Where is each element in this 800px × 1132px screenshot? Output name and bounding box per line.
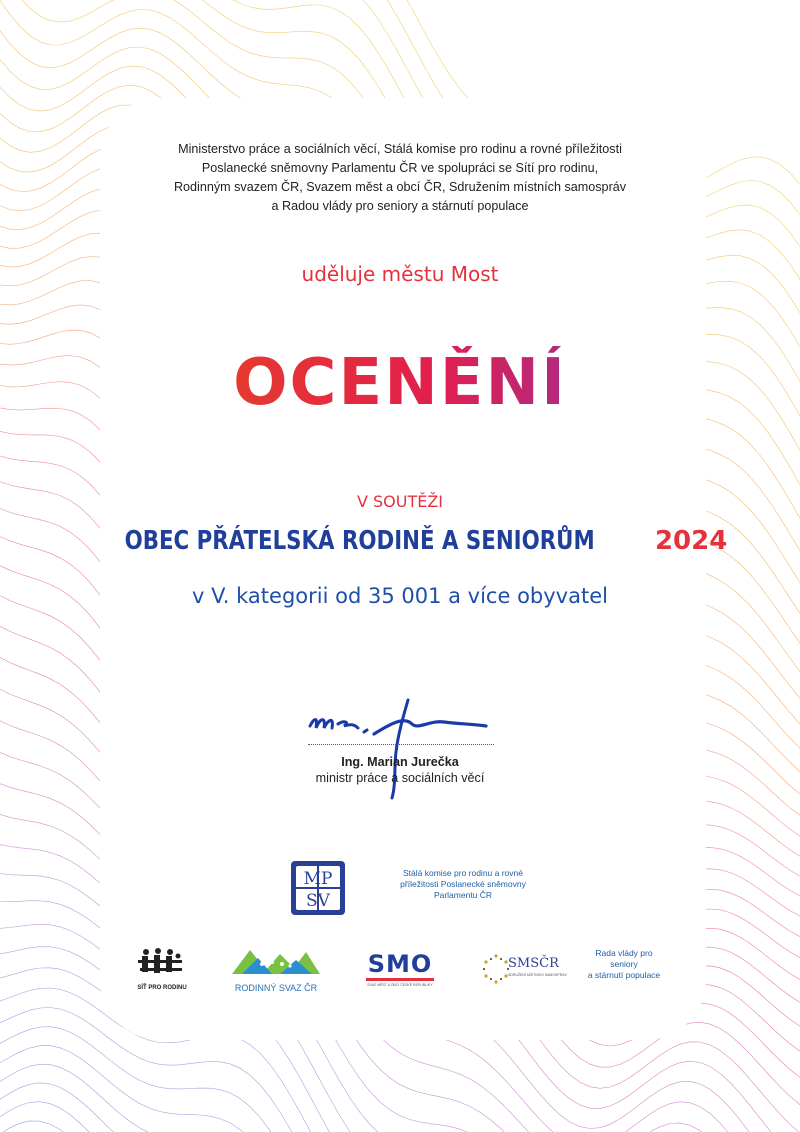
issuer-text xyxy=(0,140,800,216)
rada-line: Rada vlády pro xyxy=(595,948,653,958)
signature-line xyxy=(308,744,494,745)
rodinny-svaz-icon xyxy=(232,944,320,978)
sit-pro-rodinu-logo xyxy=(132,946,192,991)
signer-block xyxy=(0,754,800,786)
sms-label: SMSČR xyxy=(508,956,559,971)
grants-line: uděluje městu Most xyxy=(301,262,499,286)
wave-line xyxy=(0,1027,800,1132)
contest-year: 2024 xyxy=(654,526,728,556)
rada-vlady-logo-text xyxy=(576,948,672,981)
rodinny-svaz-label: RODINNÝ SVAZ ČR xyxy=(234,983,318,993)
mpsv-logo xyxy=(290,860,346,916)
smo-label: SMO xyxy=(367,950,433,978)
signer-name: Ing. Marian Jurečka xyxy=(341,755,459,769)
contest-title xyxy=(0,526,800,556)
sms-star-icon xyxy=(482,952,510,986)
rada-line: a stárnutí populace xyxy=(587,970,661,980)
sit-pro-rodinu-label: SÍŤ PRO RODINU xyxy=(137,985,187,991)
wave-line xyxy=(0,1064,800,1132)
issuer-line: Poslanecké sněmovny Parlamentu ČR ve spolupráci se Sítí pro rodinu, xyxy=(201,161,599,175)
smo-logo xyxy=(362,952,438,987)
award-title-wrap xyxy=(0,346,800,420)
sit-pro-rodinu-icon xyxy=(132,946,192,980)
signature-image xyxy=(300,694,500,804)
mpsv-logo-bottom: SV xyxy=(306,891,330,911)
award-title: OCENĚNÍ xyxy=(233,346,567,420)
commission-line: příležitosti Poslanecké sněmovny xyxy=(400,879,526,889)
contest-prefix: V SOUTĚŽI xyxy=(356,492,444,511)
issuer-line: Rodinným svazem ČR, Svazem měst a obcí ČR, Sdružením místních samospráv xyxy=(173,180,627,194)
issuer-line: Ministerstvo práce a sociálních věcí, Stálá komise pro rodinu a rovné příležitosti xyxy=(178,142,622,156)
wave-line xyxy=(0,1121,800,1132)
contest-name: OBEC PŘÁTELSKÁ RODINĚ A SENIORŮM xyxy=(124,526,595,556)
wave-line xyxy=(0,1046,800,1132)
issuer-line: a Radou vlády pro seniory a stárnutí populace xyxy=(271,199,529,213)
category-line: v V. kategorii od 35 001 a více obyvatel xyxy=(192,584,608,608)
commission-logo-text xyxy=(378,868,548,901)
wave-line xyxy=(0,1102,800,1132)
smo-underline xyxy=(366,978,434,981)
smo-sub: SVAZ MĚST A OBCÍ ČESKÉ REPUBLIKY xyxy=(367,983,433,987)
commission-line: Stálá komise pro rodinu a rovné xyxy=(402,868,523,878)
commission-line: Parlamentu ČR xyxy=(433,890,493,900)
sms-sub: SDRUŽENÍ MÍSTNÍCH SAMOSPRÁV xyxy=(508,973,567,977)
rada-line: seniory xyxy=(610,959,638,969)
signer-position: ministr práce a sociálních věcí xyxy=(315,771,485,785)
mpsv-logo-top: MP xyxy=(303,869,333,889)
rodinny-svaz-logo xyxy=(232,944,320,993)
